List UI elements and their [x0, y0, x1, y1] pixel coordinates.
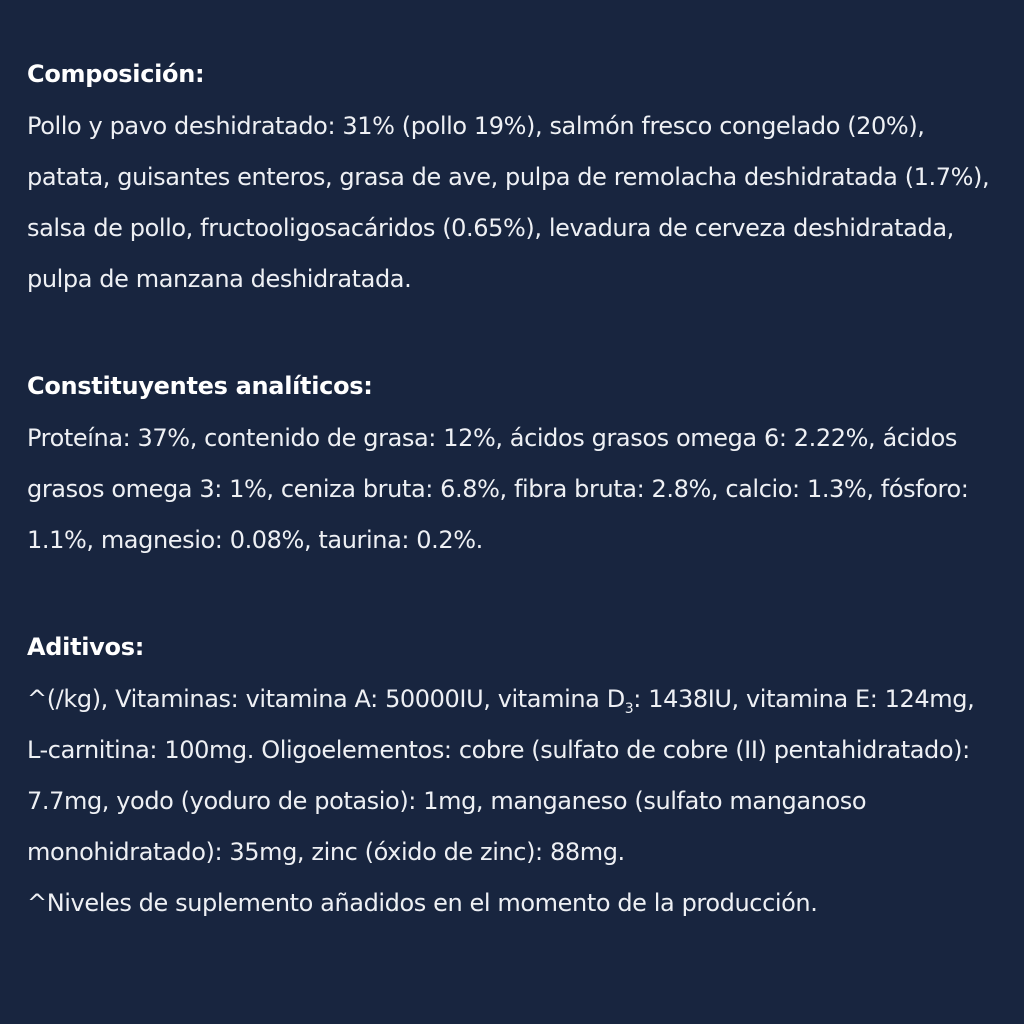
analytical-constituents-text: Proteína: 37%, contenido de grasa: 12%, ácidos grasos omega 6: 2.22%, ácidos grasos omega 3: 1%, ceniza bruta: 6.8%, fibra bruta: 2.8%, calcio: 1.3%, fósforo: 1.1%, magnesio: 0.08%, taurina: 0.2%. [27, 424, 969, 554]
additives-heading: Aditivos: [27, 633, 144, 661]
analytical-constituents-section [27, 371, 1002, 566]
analytical-constituents-heading: Constituyentes analíticos: [27, 372, 373, 400]
additives-text-part-2: : 1438IU, vitamina E: 124mg, L-carnitina: 100mg. Oligoelementos: cobre (sulfato de cobre (II) pentahidratado): 7.7mg, yodo (yoduro de potasio): 1mg, manganeso (sulfato manganoso monohidratado): 35mg, zinc (óxido de zinc): 88mg. [27, 685, 975, 866]
additives-footnote: ^Niveles de suplemento añadidos en el momento de la producción. [27, 889, 818, 917]
composition-text: Pollo y pavo deshidratado: 31% (pollo 19%), salmón fresco congelado (20%), patata, guisantes enteros, grasa de ave, pulpa de remolacha deshidratada (1.7%), salsa de pollo, fructooligosacáridos (0.65%), levadura de cerveza deshidratada, pulpa de manzana deshidratada. [27, 112, 990, 293]
additives-section [27, 632, 1002, 929]
composition-heading: Composición: [27, 60, 205, 88]
vitamin-d-subscript: 3 [624, 701, 634, 717]
additives-text [27, 674, 1002, 929]
composition-section [27, 59, 1002, 305]
additives-text-part-1: ^(/kg), Vitaminas: vitamina A: 50000IU, vitamina D [27, 685, 625, 713]
